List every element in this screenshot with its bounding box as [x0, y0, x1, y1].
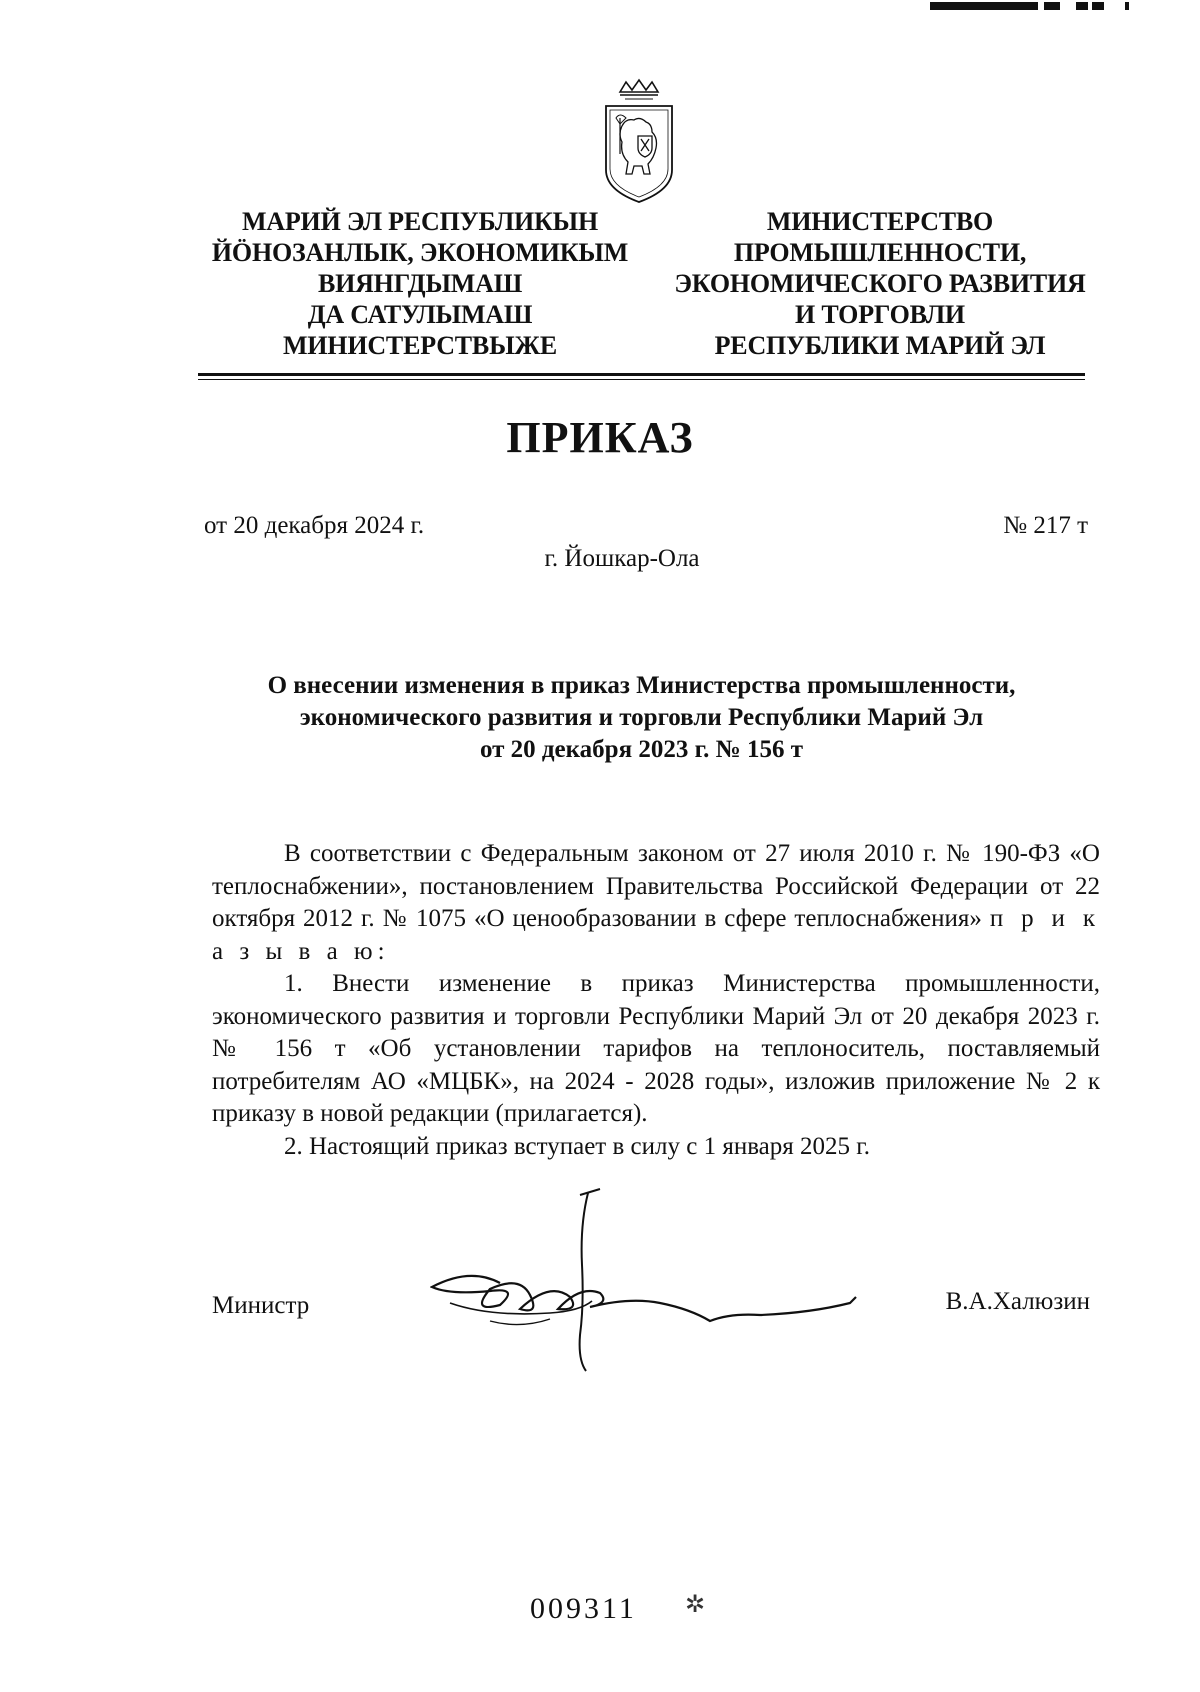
asterisk-stamp-icon: ✲: [685, 1592, 706, 1618]
header-russian-line: И ТОРГОВЛИ: [795, 300, 965, 329]
header-divider-thin: [198, 379, 1085, 380]
order-word: п р и к а з ы в а ю:: [212, 905, 1101, 965]
order-subject: [198, 670, 1085, 766]
handwritten-signature-icon: [430, 1185, 910, 1375]
header-mari-line: ВИЯНГДЫМАШ: [317, 269, 523, 298]
order-item-1: 1. Внести изменение в приказ Министерства промышленности, экономического развития и торговли Республики Марий Эл от 20 декабря 2023 г. № 156 т «Об установлении тарифов на теплоноситель, поставляемый потребителям АО «МЦБК», на 2024 - 2028 годы», изложив приложение № 2 к приказу в новой редакции (прилагается).: [212, 970, 1100, 1127]
mari-el-coat-of-arms-icon: [600, 78, 678, 208]
subject-line: экономического развития и торговли Республики Марий Эл: [299, 704, 984, 731]
header-mari-line: ЙӦНОЗАНЛЫК, ЭКОНОМИКЫМ: [211, 238, 629, 267]
signatory-position: Министр: [212, 1292, 310, 1319]
header-russian-name: [660, 206, 1100, 361]
header-mari-line: МАРИЙ ЭЛ РЕСПУБЛИКЫН: [241, 207, 599, 236]
document-title: ПРИКАЗ: [506, 413, 694, 462]
scan-artifact: [930, 0, 1170, 14]
header-mari-line: ДА САТУЛЫМАШ: [307, 300, 533, 329]
document-serial-number: 009311: [530, 1592, 637, 1625]
order-number: № 217 т: [1003, 512, 1088, 539]
header-russian-line: РЕСПУБЛИКИ МАРИЙ ЭЛ: [714, 331, 1046, 360]
preamble-text: В соответствии с Федеральным законом от 27 июля 2010 г. № 190-ФЗ «О теплоснабжении», постановлением Правительства Российской Федерации от 22 октября 2012 г. № 1075 «О ценообразовании в сфере теплоснабжения»: [212, 840, 1100, 932]
header-divider: [198, 373, 1085, 376]
order-city: г. Йошкар-Ола: [544, 545, 700, 572]
header-russian-line: ПРОМЫШЛЕННОСТИ,: [733, 238, 1027, 267]
header-mari-line: МИНИСТЕРСТВЫЖЕ: [282, 331, 558, 360]
header-russian-line: ЭКОНОМИЧЕСКОГО РАЗВИТИЯ: [674, 269, 1086, 298]
signatory-name: В.А.Халюзин: [945, 1288, 1090, 1315]
order-body: [212, 838, 1100, 1163]
order-date: от 20 декабря 2024 г.: [204, 512, 425, 539]
order-item-2: 2. Настоящий приказ вступает в силу с 1 января 2025 г.: [284, 1132, 870, 1160]
subject-line: от 20 декабря 2023 г. № 156 т: [479, 736, 804, 763]
preamble-paragraph: [212, 838, 1100, 968]
subject-line: О внесении изменения в приказ Министерства промышленности,: [267, 672, 1016, 699]
header-russian-line: МИНИСТЕРСТВО: [766, 207, 994, 236]
header-mari-name: [198, 206, 642, 361]
